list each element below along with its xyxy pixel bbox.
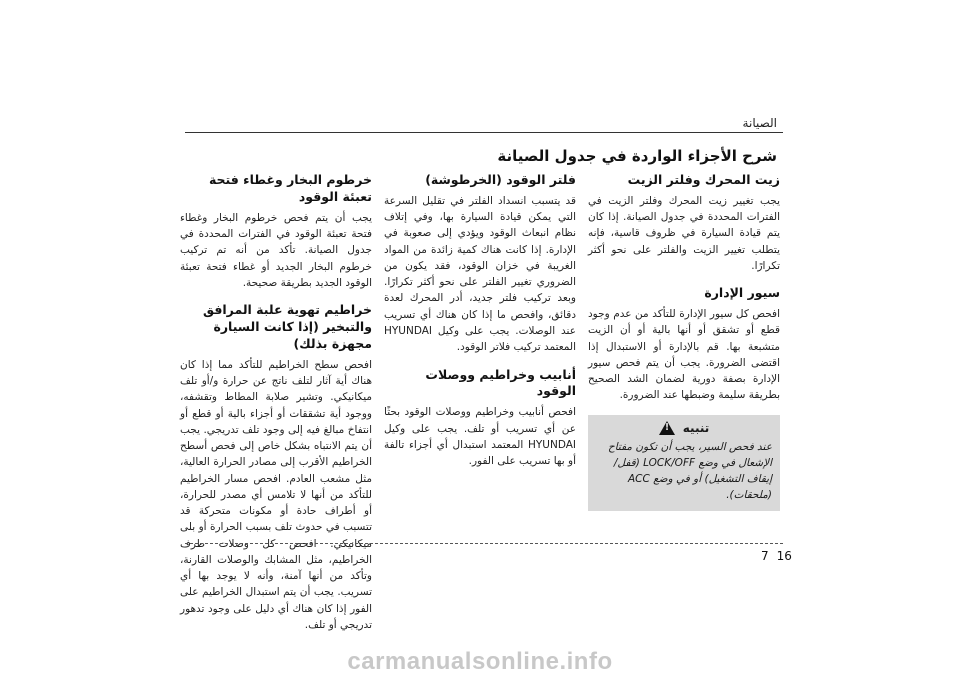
section-text: يجب تغيير زيت المحرك وفلتر الزيت في الفترات المحددة في جدول الصيانة. إذا كان يتم قيادة السيارة في ظروف قاسية، فإنه يتطلب تغيير الزيت والفلتر على نحو أكثر تكرارًا. bbox=[588, 194, 780, 272]
caution-header bbox=[596, 421, 772, 435]
section-drive-belts bbox=[588, 285, 780, 403]
page-index: 16 bbox=[776, 549, 792, 563]
section-vacuum-hoses bbox=[180, 302, 372, 633]
section-title: أنابيب وخراطيم ووصلات الوقود bbox=[425, 366, 576, 399]
caution-text: عند فحص السير، يجب أن تكون مفتاح الإشعال في وضع LOCK/OFF (قفل/إيقاف التشغيل) أو في وضع ACC (ملحقات). bbox=[607, 440, 772, 502]
section-title: زيت المحرك وفلتر الزيت bbox=[627, 172, 780, 187]
section-title: خراطيم تهوية علبة المرافق والتبخير (إذا كانت السيارة مجهزة بذلك) bbox=[202, 302, 372, 351]
warning-icon bbox=[659, 421, 675, 435]
chapter-number: 7 bbox=[761, 549, 769, 563]
column-middle bbox=[384, 172, 576, 480]
section-engine-oil bbox=[588, 172, 780, 274]
section-label: الصيانة bbox=[742, 116, 777, 130]
section-text: افحص كل سيور الإدارة للتأكد من عدم وجود قطع أو تشقق أو أنها بالية أو أن الزيت متشبعة بها. قم بالإدارة أو الاستبدال إذا اقتضى الضرورة. يجب أن يتم فحص سيور الإدارة بصفة دورية لضمان الشد الصحيح بطريقة سليمة وضبطها عند الضرورة. bbox=[588, 308, 780, 402]
section-title: فلتر الوقود (الخرطوشة) bbox=[425, 172, 576, 187]
page-title: شرح الأجزاء الواردة في جدول الصيانة bbox=[497, 147, 777, 165]
column-left bbox=[180, 172, 372, 644]
section-fuel-filter bbox=[384, 172, 576, 356]
header-rule bbox=[185, 132, 783, 133]
section-text: افحص سطح الخراطيم للتأكد مما إذا كان هناك أية آثار لتلف ناتج عن حرارة و/أو تلف ميكانيكي. وتشير صلابة المطاط وتقشفه، ووجود أية تشققات أو أجزاء بالية أو قطع أو انتفاخ مبالغ فيه إلى وجود تلف تدريجي. يجب أن يتم الانتباه بشكل خاص إلى فحص أسطح الخراطيم الأقرب إلى مصادر الحرارة العالية، مثل مشعب العادم. افحص مسار الخراطيم للتأكد من أنها لا تلامس أي مصدر للحرارة، أو أطراف حادة أو مكونات متحركة قد تتسبب في حدوث تلف بسبب الحرارة أو بلى ميكانيكي. افحص كل وصلات طرف الخراطيم، مثل المشابك والوصلات القارنة، وتأكد من أنها آمنة، وأنه لا يوجد بها أي تسريب. يجب أن يتم استبدال الخراطيم على الفور إذا كان هناك أي دليل على وجود تدهور تدريجي أو تلف. bbox=[180, 358, 372, 631]
caution-box bbox=[588, 415, 780, 511]
section-text: يجب أن يتم فحص خرطوم البخار وغطاء فتحة تعبئة الوقود في الفترات المحددة في جدول الصيانة. تأكد من أنه تم تركيب خرطوم البخار الجديد أو غطاء فتحة تعبئة الوقود الجديد بطريقة صحيحة. bbox=[180, 211, 372, 289]
section-text: افحص أنابيب وخراطيم ووصلات الوقود بحثًا عن أي تسريب أو تلف. يجب على وكيل HYUNDAI المعتمد استبدال أي أجزاء تالفة أو بها تسريب على الفور. bbox=[384, 406, 576, 468]
section-text: قد يتسبب انسداد الفلتر في تقليل السرعة التي يمكن قيادة السيارة بها، وفي إتلاف نظام انبعاث الوقود ويؤدي إلى صعوبة في الإدارة. إذا كانت هناك كمية زائدة من المواد الغريبة في خزان الوقود، فقد يكون من الضروري تغيير الفلتر على نحو أكثر تكرارًا. وبعد تركيب فلتر جديد، أدر المحرك لعدة دقائق، وافحص ما إذا كان هناك أي تسريب عند الوصلات. يجب على وكيل HYUNDAI المعتمد تركيب فلاتر الوقود. bbox=[384, 194, 576, 354]
section-title: سيور الإدارة bbox=[704, 285, 780, 301]
section-title: خرطوم البخار وغطاء فتحة تعبئة الوقود bbox=[208, 172, 372, 204]
footer-rule bbox=[185, 543, 783, 544]
watermark: carmanualsonline.info bbox=[347, 648, 613, 675]
column-right bbox=[588, 172, 780, 511]
section-fuel-lines bbox=[384, 367, 576, 470]
section-vapor-hose bbox=[180, 172, 372, 291]
caution-title: تنبيه bbox=[682, 420, 710, 435]
page-number bbox=[757, 549, 796, 563]
